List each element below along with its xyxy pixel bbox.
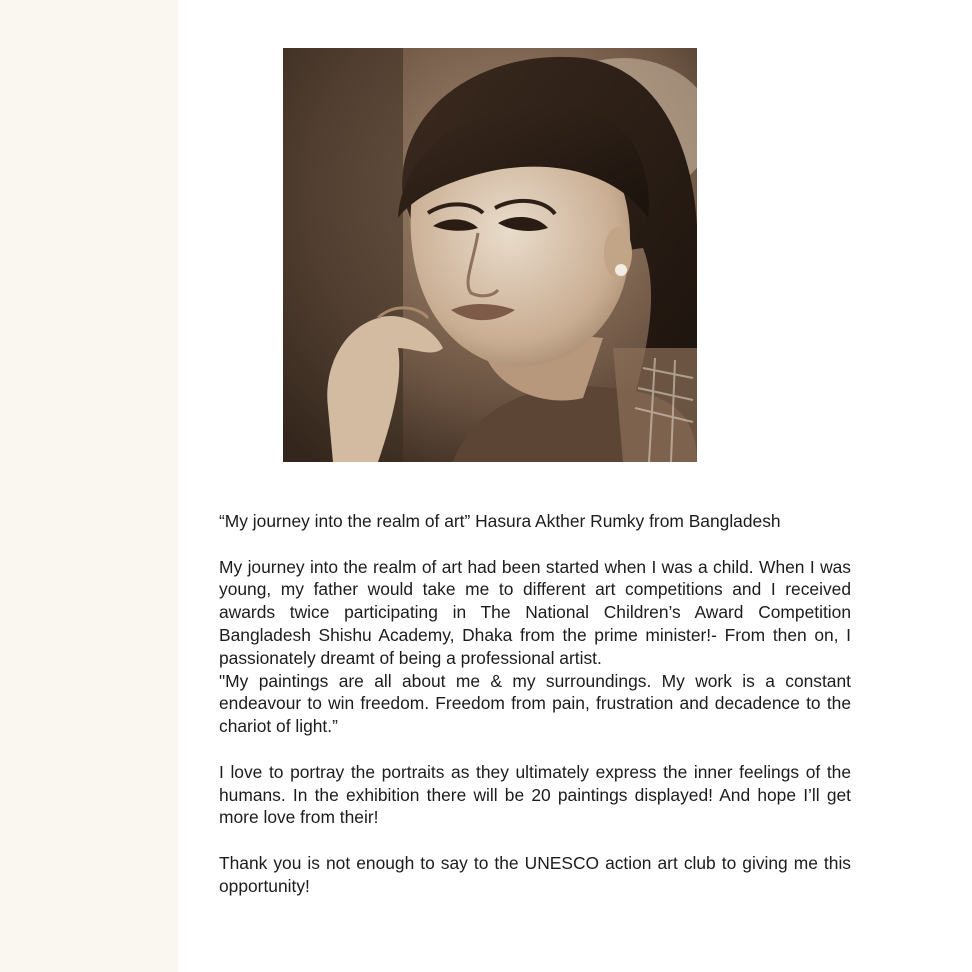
- article-body: [219, 510, 851, 898]
- paragraph-journey: My journey into the realm of art had been started when I was a child. When I was young, my father would take me to different art competitions and I received awards twice participating in The National Children’s Award Competition Bangladesh Shishu Academy, Dhaka from the prime minister!- From then on, I passionately dreamt of being a professional artist.: [219, 556, 851, 668]
- paragraph-thanks: Thank you is not enough to say to the UNESCO action art club to giving me this opportunity!: [219, 852, 851, 896]
- paragraph-quote: "My paintings are all about me & my surroundings. My work is a constant endeavour to win freedom. Freedom from pain, frustration and decadence to the chariot of light.”: [219, 670, 851, 737]
- artist-portrait-photo: [283, 48, 697, 462]
- article-title: “My journey into the realm of art” Hasura Akther Rumky from Bangladesh: [219, 511, 781, 531]
- paragraph-portraits: I love to portray the portraits as they ultimately express the inner feelings of the humans. In the exhibition there will be 20 paintings displayed! And hope I’ll get more love from their!: [219, 761, 851, 828]
- left-margin-panel: [0, 0, 178, 972]
